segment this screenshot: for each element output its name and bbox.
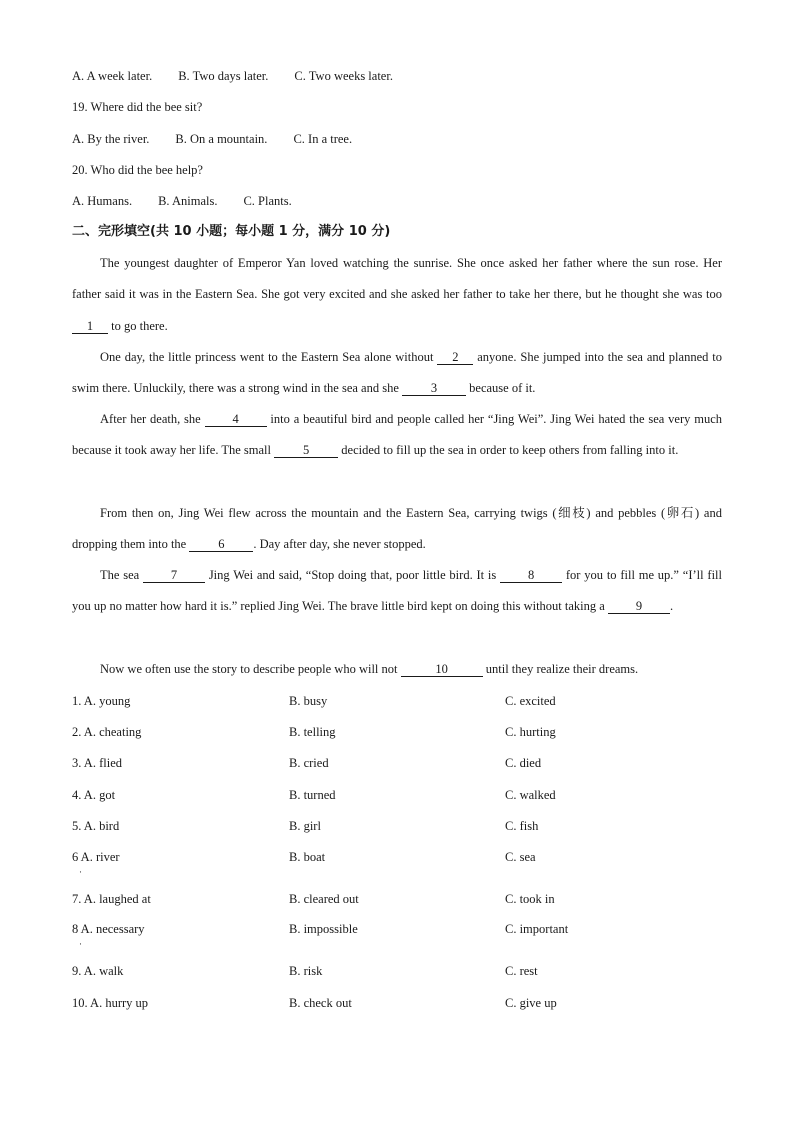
q18-option-a: A. A week later. [72, 69, 153, 83]
passage-text: decided to fill up the sea in order to keep others from falling into it. [338, 443, 679, 458]
choice-1-c: C. excited [505, 694, 556, 708]
q18-option-b: B. Two days later. [178, 69, 269, 83]
choice-10-a: 10. A. hurry up [72, 996, 149, 1010]
q18-option-c: C. Two weeks later. [294, 69, 393, 83]
blank-2: 2 [437, 351, 473, 365]
choice-7-c: C. took in [505, 892, 555, 906]
choice-6-c: C. sea [505, 850, 536, 864]
choice-1-b: B. busy [289, 694, 328, 708]
q20-question: 20. Who did the bee help? [72, 163, 203, 177]
q19-question: 19. Where did the bee sit? [72, 100, 203, 114]
passage-text: until they realize their dreams. [482, 662, 639, 676]
choice-9-a: 9. A. walk [72, 964, 124, 978]
passage-text: . Day after day, she never stopped. [253, 537, 426, 552]
q20-option-b: B. Animals. [158, 194, 218, 208]
choice-7-a: 7. A. laughed at [72, 892, 151, 906]
q20-option-c: C. Plants. [243, 194, 292, 208]
choice-7-b: B. cleared out [289, 892, 359, 906]
blank-1: 1 [72, 320, 108, 334]
passage-text: One day, the little princess went to the Eastern Sea alone without [100, 350, 438, 364]
passage-text: Now we often use the story to describe people who will not [100, 662, 401, 676]
choice-4-a: 4. A. got [72, 788, 116, 802]
passage-text: into a beautiful bird and people called her “Jing Wei”. Jing Wei hated the sea very much because it took away her life. The small [72, 412, 722, 458]
choice-8-a: 8 A. necessary [72, 922, 145, 936]
passage-paragraph-2 [72, 342, 722, 405]
passage-paragraph-4 [72, 498, 722, 561]
choice-6-a: 6 A. river [72, 850, 120, 864]
blank-8: 8 [500, 569, 562, 583]
blank-6: 6 [189, 538, 253, 552]
passage-text: to go there. [108, 318, 168, 333]
choice-8-c: C. important [505, 922, 569, 936]
q20-options [72, 193, 292, 209]
choice-2-c: C. hurting [505, 725, 556, 739]
q19-option-b: B. On a mountain. [175, 132, 268, 146]
passage-paragraph-6 [72, 654, 722, 685]
q19-options [72, 131, 352, 147]
passage-text: anyone. She jumped into the sea and planned to swim there. Unluckily, there was a strong wind in the sea and she [72, 350, 723, 396]
choice-8-b: B. impossible [289, 922, 358, 936]
passage-text: The sea [100, 568, 144, 582]
passage-paragraph-1 [72, 248, 722, 342]
choice-2-b: B. telling [289, 725, 336, 739]
choice-3-a: 3. A. flied [72, 756, 122, 770]
choice-5-a: 5. A. bird [72, 819, 120, 833]
choice-3-b: B. cried [289, 756, 329, 770]
passage-text: From then on, Jing Wei flew across the mountain and the Eastern Sea, carrying twigs (细枝) and pebbles (卵石) and dropping them into the [72, 506, 722, 552]
q19-option-c: C. In a tree. [293, 132, 353, 146]
choice-3-c: C. died [505, 756, 542, 770]
q18-options [72, 68, 393, 84]
passage-text: The youngest daughter of Emperor Yan loved watching the sunrise. She once asked her father where the sun rose. Her father said it was in the Eastern Sea. She got very excited and she asked her father to take her there, but he thought she was too [72, 256, 722, 302]
q19-option-a: A. By the river. [72, 132, 150, 146]
passage-text: because of it. [466, 381, 536, 396]
passage-paragraph-5 [72, 560, 722, 623]
stray-mark: · [79, 867, 82, 877]
blank-3: 3 [402, 382, 466, 396]
choice-1-a: 1. A. young [72, 694, 131, 708]
stray-mark: · [79, 939, 82, 949]
choice-5-c: C. fish [505, 819, 539, 833]
passage-text: After her death, she [100, 412, 205, 426]
blank-5: 5 [274, 444, 338, 458]
choice-4-b: B. turned [289, 788, 336, 802]
choice-6-b: B. boat [289, 850, 326, 864]
blank-9: 9 [608, 600, 670, 614]
passage-text: for you to fill me up.” “I’ll fill you up no matter how hard it is.” replied Jing Wei. The brave little bird kept on doing this without taking a [72, 568, 722, 614]
blank-7: 7 [143, 569, 205, 583]
choice-4-c: C. walked [505, 788, 556, 802]
passage-text: Jing Wei and said, “Stop doing that, poor little bird. It is [205, 568, 501, 582]
passage-text: . [669, 599, 674, 614]
choice-10-b: B. check out [289, 996, 352, 1010]
blank-4: 4 [205, 413, 267, 427]
choice-9-b: B. risk [289, 964, 323, 978]
blank-10: 10 [401, 663, 483, 677]
passage-paragraph-3 [72, 404, 722, 467]
choice-10-c: C. give up [505, 996, 557, 1010]
section-heading: 二、完形填空(共 10 小题；每小题 1 分，满分 10 分) [72, 224, 391, 239]
choice-2-a: 2. A. cheating [72, 725, 142, 739]
choice-5-b: B. girl [289, 819, 321, 833]
q20-option-a: A. Humans. [72, 194, 133, 208]
choice-9-c: C. rest [505, 964, 538, 978]
